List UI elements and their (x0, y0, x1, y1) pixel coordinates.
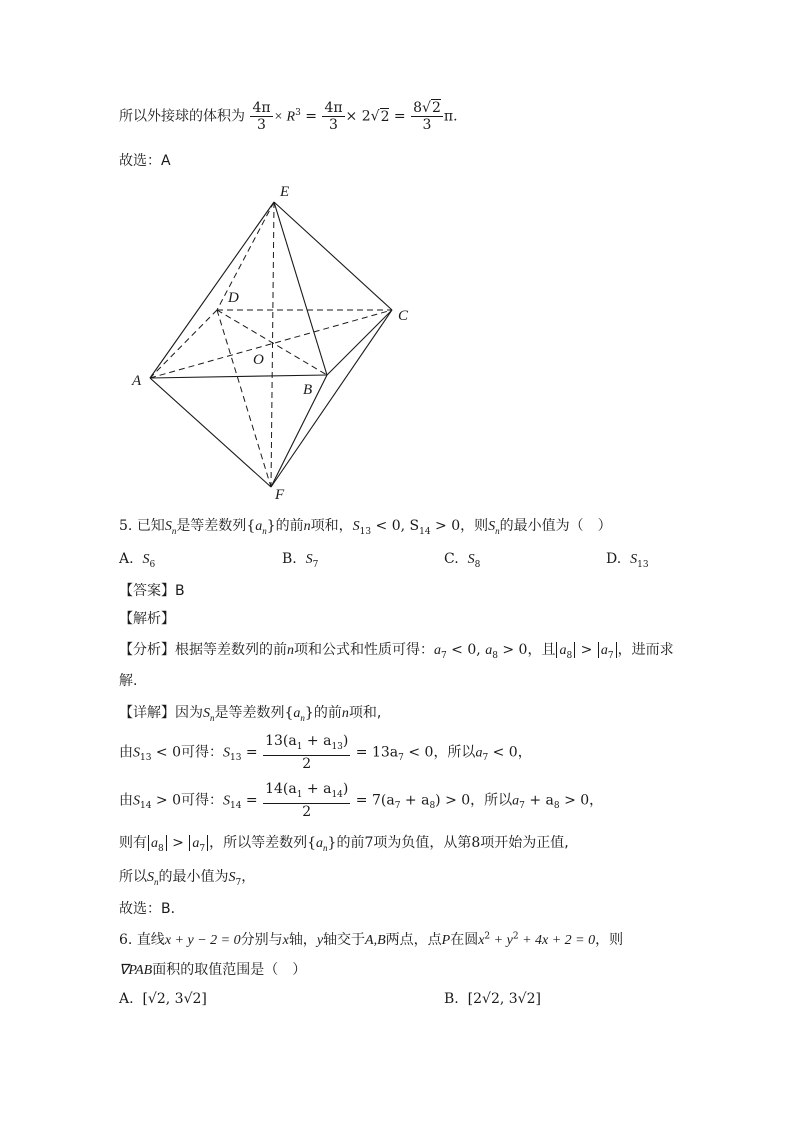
edge-AC (150, 310, 392, 378)
q6-option-a[interactable]: A. [√2, 3√2] (119, 991, 207, 1007)
q6-option-b[interactable]: B. [2√2, 3√2] (444, 991, 541, 1007)
eq1: = (300, 108, 322, 125)
q5-S2: S (488, 519, 496, 534)
edge-BC (327, 310, 392, 375)
q5-S: S (164, 519, 172, 534)
edge-CF (271, 310, 392, 487)
q5-option-b[interactable]: B. $S_7$ (282, 551, 319, 570)
eq2: = (389, 108, 411, 125)
q5-cond-13: 13 (359, 526, 372, 537)
label-C: C (398, 308, 409, 324)
answer-q4: 故选：A (119, 153, 171, 169)
q5-text-a: 已知 (136, 518, 165, 534)
q5-fenxi: 【分析】根据等差数列的前n项和公式和性质可得：$a_7 < 0$, $a_8 > 0$，且 $a_8 > a_7$ ，进而求 (119, 642, 674, 661)
q5-fenxi-cont: 解. (119, 673, 138, 689)
q5-derivation-1: 由$S_{13} < 0$可得：$S_{13}$ = $\frac{13(a_1 + a_{13})}{2}$ = $13a_7 < 0$，所以$a_7 < 0$， (119, 733, 532, 772)
times-2: × 2 (345, 108, 371, 125)
q5-n2: n (303, 519, 311, 534)
edge-EC (274, 202, 392, 310)
q6-stem-cont: ∇PAB面积的取值范围是（ ） (119, 962, 307, 978)
q5-answer: 故选：B． (119, 901, 185, 917)
q5-cond-S: S (352, 519, 360, 534)
q5-n3: n (495, 525, 500, 536)
q5-answer-tag: 【答案】B (119, 583, 185, 599)
label-O: O (253, 352, 264, 368)
label-B: B (303, 382, 313, 398)
edge-AF (150, 378, 271, 487)
octahedron-figure (120, 178, 420, 503)
q6-stem: 6. 直线x + y − 2 = 0分别与x轴，y轴交于A,B两点，点P在圆$x^2 + y^2 + 4x + 2 = 0$，则 (119, 931, 624, 948)
q5-text-e: ，则 (460, 518, 489, 534)
volume-line: 所以外接球的体积为 $\frac{4\pi}{3}$ × $R^3$ = $\frac{4\pi}{3}$ × 2√2 = $\frac{8√2}{3}$ π. (119, 100, 458, 133)
q5-cond-end: > 0 (430, 518, 461, 534)
volume-prefix: 所以外接球的体积为 (119, 108, 245, 125)
edge-DA (150, 310, 217, 378)
edge-EB (274, 202, 327, 375)
label-A: A (132, 373, 142, 389)
edge-BF (271, 375, 327, 487)
q5-text-c: 的前 (275, 518, 304, 534)
q5-text-b: 是等差数列 (176, 518, 247, 534)
q5-number: 5. (119, 518, 133, 534)
q5-n: n (171, 525, 177, 536)
q5-text-d: 项和， (310, 518, 353, 534)
q5-stem: 5. 已知$S_n$是等差数列$\{a_n\}$的前n项和，$S_{13} < 0$, $S_{14} > 0$，则$S_n$的最小值为（ ） (119, 518, 612, 537)
q5-option-c[interactable]: C. $S_8$ (444, 551, 481, 570)
label-D: D (228, 290, 239, 306)
q5-option-a[interactable]: A. $S_6$ (119, 551, 156, 570)
fraction-4pi-3: $\frac{4\pi}{3}$ (252, 100, 271, 133)
label-E: E (280, 184, 290, 200)
fraction-8sqrt2-3: $\frac{8√2}{3}$ (413, 100, 441, 133)
q5-derivation-2: 由$S_{14} > 0$可得：$S_{14}$ = $\frac{14(a_1 + a_{14})}{2}$ = $7(a_7 + a_8) > 0$，所以$a_7 + a_8 > 0$， (119, 781, 604, 820)
edge-ED (217, 202, 274, 310)
pi-end: π. (443, 108, 458, 125)
edge-AB (150, 375, 327, 378)
sqrt-2: 2 (380, 108, 390, 125)
q5-a: a (255, 519, 263, 534)
q5-text-f: 的最小值为（ ） (499, 518, 612, 534)
q5-derivation-4: 所以$S_n$的最小值为$S_7$， (119, 869, 256, 888)
q5-a-n: n (262, 525, 267, 536)
r-exp: 3 (295, 107, 301, 118)
q5-cond-mid: < 0, S (371, 518, 420, 534)
q5-option-d[interactable]: D. $S_{13}$ (606, 551, 649, 570)
edge-EF (271, 202, 274, 487)
fraction-4pi-3-b: $\frac{4\pi}{3}$ (324, 100, 343, 133)
q5-derivation-3: 则有 $a_8 > a_7$ ，所以等差数列$\{a_n\}$的前7项为负值，从第8项开始为正值, (119, 835, 569, 854)
q5-xiangjie: 【详解】因为$S_n$是等差数列$\{a_n\}$的前n项和, (119, 705, 382, 723)
q5-analysis-tag: 【解析】 (119, 611, 175, 627)
label-F: F (275, 487, 285, 503)
times-r: × R (273, 109, 296, 125)
q5-cond-14: 14 (419, 526, 431, 537)
